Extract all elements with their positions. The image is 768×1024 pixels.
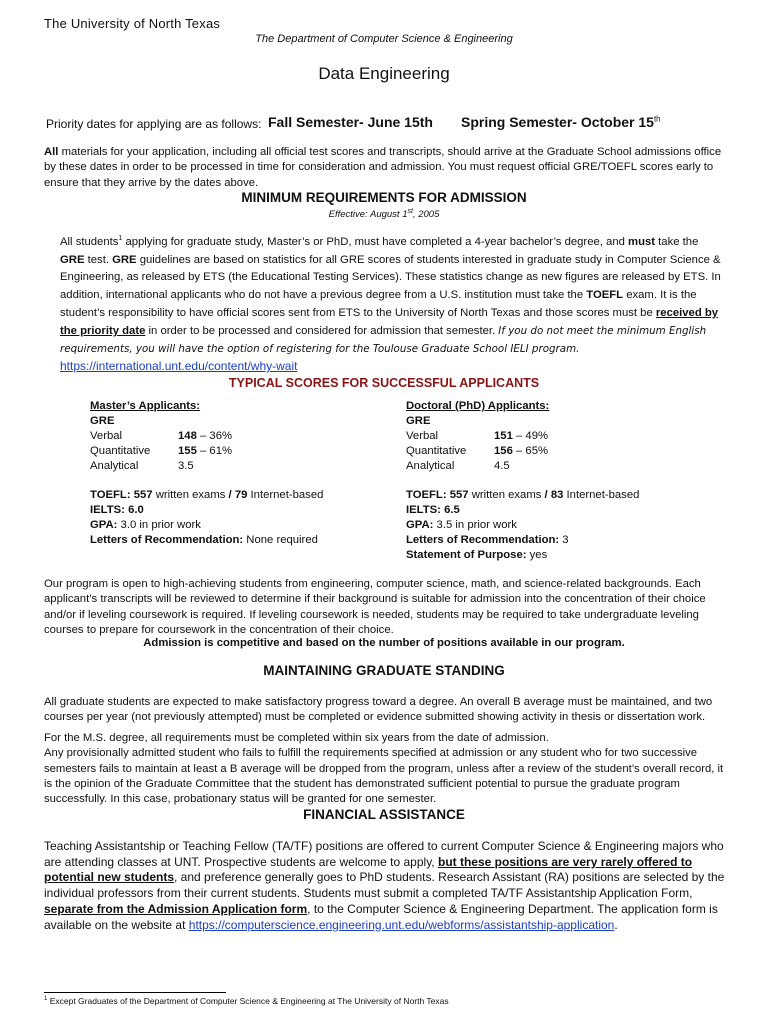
fall-deadline: Fall Semester- June 15th — [268, 114, 433, 130]
priority-label: Priority dates for applying are as follows: — [46, 117, 262, 131]
page-title: Data Engineering — [318, 64, 450, 83]
footnote-divider — [44, 992, 226, 993]
typical-scores-heading: TYPICAL SCORES FOR SUCCESSFUL APPLICANTS — [228, 376, 540, 390]
financial-heading: FINANCIAL ASSISTANCE — [303, 807, 465, 822]
university-name: The University of North Texas — [44, 16, 221, 31]
doctoral-gpa: GPA: 3.5 in prior work — [406, 519, 517, 531]
standing-paragraph-1: All graduate students are expected to make satisfactory progress toward a degree. An overall B average must be maintained, and two courses per year (not previously attempted) must be completed or evidence submitted showing activity in thesis or dissertation work. — [44, 696, 713, 724]
doctoral-title: Doctoral (PhD) Applicants: — [406, 400, 550, 412]
masters-toefl: TOEFL: 557 written exams / 79 Internet-based — [90, 489, 324, 501]
doctoral-scores — [406, 399, 736, 563]
masters-scores — [90, 399, 390, 548]
doctoral-analytical-row: Analytical 4.5 — [406, 460, 510, 472]
footnote: $^1$ Except Graduates of the Department of Computer Science & Engineering at The University of North Texas — [44, 996, 449, 1006]
financial-paragraph: Teaching Assistantship or Teaching Fellow (TA/TF) positions are offered to current Computer Science & Engineering majors who are attending classes at UNT. Prospective students are welcome to apply, but these positions are very rarely offered to potential new students, and preference generally goes to PhD students. Research Assistant (RA) positions are selected by the individual professors from their current students. Students must submit a completed TA/TF Assistantship Application Form, separate from the Admission Application form, to the Computer Science & Engineering Department. The application form is available on the website at https://computerscience.engineering.unt.edu/webforms/assistantship-application. — [44, 839, 725, 932]
program-paragraph: Our program is open to high-achieving students from engineering, computer science, math, and science-related backgrounds. Each applicant’s transcripts will be reviewed to determine if their background is suitable for admission into the concentration of their choice and/or if leveling coursework is required. If leveling coursework is needed, students may be required to take undergraduate leveling courses to prepare for coursework in the concentration of their choice. — [44, 578, 706, 636]
masters-letters: Letters of Recommendation: None required — [90, 534, 318, 546]
doctoral-quant-row: Quantitative 156 – 65% — [406, 445, 549, 457]
masters-ielts: IELTS: 6.0 — [90, 504, 144, 516]
masters-title: Master’s Applicants: — [90, 400, 201, 412]
admission-note: Admission is competitive and based on the number of positions available in our program. — [143, 637, 625, 649]
department-name: The Department of Computer Science & Engineering — [255, 33, 513, 45]
doctoral-letters: Letters of Recommendation: 3 — [406, 534, 569, 546]
doctoral-gre-label: GRE — [406, 415, 431, 427]
doctoral-ielts: IELTS: 6.5 — [406, 504, 460, 516]
spring-deadline: Spring Semester- October 15th — [461, 114, 661, 130]
masters-analytical-row: Analytical 3.5 — [90, 460, 194, 472]
requirements-paragraph: All students$^1$ applying for graduate study, Master’s or PhD, must have completed a 4-year bachelor’s degree, and must take the GRE test. GRE guidelines are based on statistics for all GRE scores of students interested in graduate study in Computer Science & Engineering, as released by ETS (the Educational Testing Services). These statistics change as new figures are released by ETS. In addition, international applicants who do not have a previous degree from a U.S. institution must take the TOEFL exam. It is the student’s responsibility to have official scores sent from ETS to the University of North Texas and those scores must be received by the priority date in order to be processed and considered for admission that semester. If you do not meet the minimum English requirements, you will have the option of registering for the Toulouse Graduate School IELI program. https://international.unt.edu/content/why-wait — [60, 235, 721, 374]
effective-date: Effective: August 1st, 2005 — [328, 208, 440, 221]
why-wait-link[interactable]: https://international.unt.edu/content/why-wait — [60, 359, 298, 374]
doctoral-purpose: Statement of Purpose: yes — [406, 549, 548, 561]
intro-paragraph: All materials for your application, including all official test scores and transcripts, should arrive at the Graduate School admissions office by these dates in order to be processed in time for consideration and admission. You must request official GRE/TOEFL scores early to ensure that they arrive by the dates above. — [44, 146, 722, 189]
masters-gpa: GPA: 3.0 in prior work — [90, 519, 201, 531]
masters-verbal-row: Verbal 148 – 36% — [90, 430, 233, 442]
standing-paragraph-2: For the M.S. degree, all requirements must be completed within six years from the date of admission. Any provisionally admitted student who fails to fulfill the requirements specified at admission or any student who for two successive semesters fails to maintain at least a B average will be dropped from the program, unless after a review of the student’s overall record, it is the opinion of the Graduate Committee that the student has demonstrated sufficient potential to pursue the graduate program successfully. In this case, probationary status will be granted for one semester. — [44, 732, 724, 806]
doctoral-verbal-row: Verbal 151 – 49% — [406, 430, 549, 442]
doctoral-toefl: TOEFL: 557 written exams / 83 Internet-based — [406, 489, 640, 501]
min-requirements-heading: MINIMUM REQUIREMENTS FOR ADMISSION — [241, 190, 527, 205]
masters-gre-label: GRE — [90, 415, 115, 427]
assistantship-application-link[interactable]: https://computerscience.engineering.unt.edu/webforms/assistantship-application — [188, 917, 615, 932]
standing-heading: MAINTAINING GRADUATE STANDING — [263, 663, 505, 678]
masters-quant-row: Quantitative 155 – 61% — [90, 445, 233, 457]
